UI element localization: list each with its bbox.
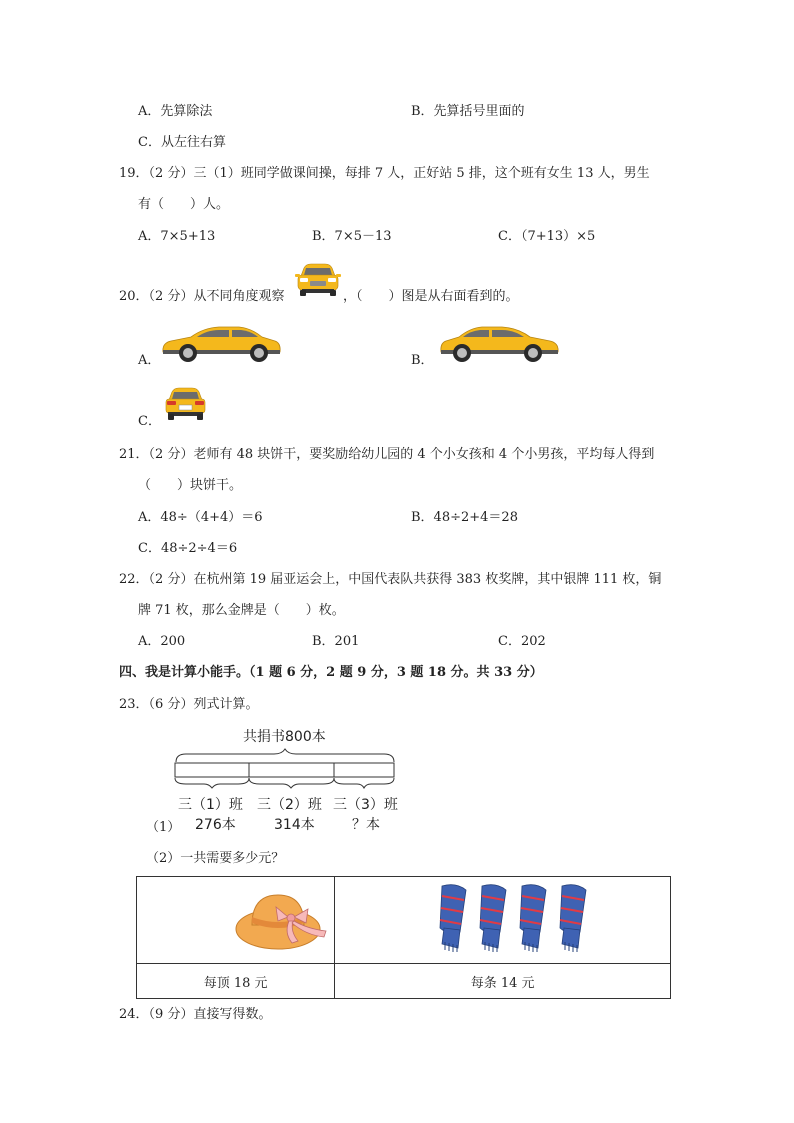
car-back-icon <box>163 386 208 422</box>
scarf-price: 每条 14 元 <box>335 964 671 999</box>
q23-part1-label: （1） <box>146 820 181 835</box>
q24-title: 24．（9 分）直接写得数。 <box>119 1007 272 1022</box>
q20-option-b-label: B． <box>411 353 434 368</box>
bar-segment-3 <box>334 763 394 777</box>
brace-class-2 <box>249 778 334 788</box>
q23-part2-label: （2）一共需要多少元？ <box>146 851 285 866</box>
brace-class-1 <box>175 778 249 788</box>
q21-option-c: C．48÷2÷4＝6 <box>138 541 238 556</box>
q22-option-a: A．200 <box>138 634 186 649</box>
class-3-label: 三（3）班 <box>333 797 398 813</box>
car-side-left-icon <box>161 324 282 364</box>
q21-option-a: A．48÷（4+4）＝6 <box>138 510 263 525</box>
class-1-label: 三（1）班 <box>178 797 243 813</box>
q22-option-b: B．201 <box>312 634 360 649</box>
price-table <box>136 876 671 999</box>
brace-class-3 <box>334 778 394 788</box>
q18-option-a: A．先算除法 <box>138 104 213 119</box>
class-2-amount: 314本 <box>274 817 315 833</box>
hat-cell <box>137 877 335 964</box>
q22-stem-line1: 22．（2 分）在杭州第 19 届亚运会上，中国代表队共获得 383 枚奖牌，其中银牌 111 枚，铜 <box>119 572 662 587</box>
q20-stem-a: 20．（2 分）从不同角度观察 <box>119 289 285 304</box>
section-title: 四、我是计算小能手。（1 题 6 分，2 题 9 分，3 题 18 分。共 33 分） <box>119 665 543 680</box>
bar-segment-2 <box>249 763 334 777</box>
q20-option-a-label: A． <box>138 353 161 368</box>
total-brace <box>176 749 394 762</box>
q19-stem-line2: 有（ ）人。 <box>138 197 230 212</box>
scarf-cell <box>335 877 671 964</box>
hat-price: 每顶 18 元 <box>137 964 335 999</box>
q20-stem-b: ，（ ）图是从右面看到的。 <box>343 289 519 304</box>
car-side-right-icon <box>440 324 560 364</box>
q21-stem-line1: 21．（2 分）老师有 48 块饼干，要奖励给幼儿园的 4 个小女孩和 4 个小男孩，平均每人得到 <box>119 447 655 462</box>
q18-option-b: B．先算括号里面的 <box>411 104 525 119</box>
q23-title: 23．（6 分）列式计算。 <box>119 697 259 712</box>
scarves-icon <box>436 882 606 954</box>
q21-option-b: B．48÷2+4＝28 <box>411 510 518 525</box>
bar-segment-1 <box>175 763 249 777</box>
q22-option-c: C．202 <box>498 634 546 649</box>
q19-option-c: C．（7+13）×5 <box>498 229 596 244</box>
car-front-icon <box>295 262 341 298</box>
book-donation-diagram <box>174 748 396 788</box>
q22-stem-line2: 牌 71 枚，那么金牌是（ ）枚。 <box>138 603 345 618</box>
straw-hat-icon <box>234 883 334 953</box>
class-2-label: 三（2）班 <box>257 797 322 813</box>
class-1-amount: 276本 <box>195 817 236 833</box>
q19-option-b: B．7×5－13 <box>312 229 392 244</box>
q19-stem-line1: 19．（2 分）三（1）班同学做课间操，每排 7 人，正好站 5 排，这个班有女生 13 人，男生 <box>119 166 650 181</box>
diagram-total-label: 共捐书800本 <box>243 729 326 745</box>
q20-option-c-label: C． <box>138 414 161 429</box>
q18-option-c: C．从左往右算 <box>138 135 226 150</box>
class-3-amount: ？本 <box>352 817 380 833</box>
q19-option-a: A．7×5+13 <box>138 229 216 244</box>
q21-stem-line2: （ ）块饼干。 <box>138 478 243 493</box>
